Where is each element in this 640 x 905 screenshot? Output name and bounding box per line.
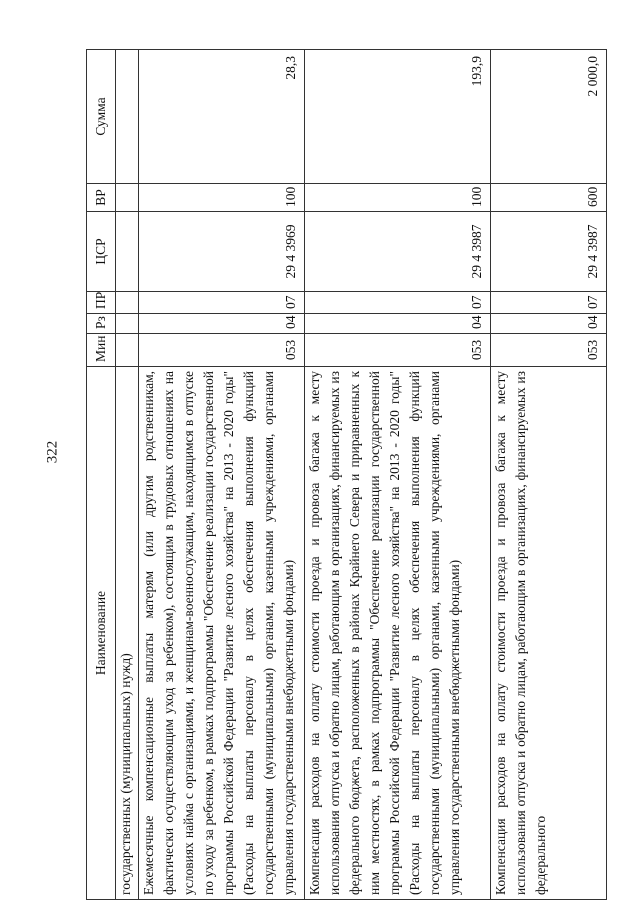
row-pr: 07	[139, 292, 305, 314]
row-pr: 07	[491, 292, 607, 314]
cell-vr	[116, 184, 139, 212]
row-min: 053	[139, 334, 305, 367]
row-name: Компенсация расходов на оплату стоимости проезда и провоза багажа к месту использования отпуска и обратно лицам, работающим в организациях, финансируемых из федерального бюджета, расположенных в районах Крайнего Севера и приравненных к ним местностях, в рамках подпрограммы "Обеспечение реализации государственной программы Российской Федерации "Развитие лесного хозяйства" на 2013 - 2020 годы" (Расходы на выплаты персоналу в целях обеспечения выполнения функций государственными (муниципальными) органами, казенными учреждениями, органами управления государственными внебюджетными фондами)	[305, 367, 491, 900]
cell-rz	[116, 314, 139, 334]
row-name: Компенсация расходов на оплату стоимости проезда и провоза багажа к месту использования отпуска и обратно лицам, работающим в организациях, финансируемых из федерального	[491, 367, 607, 900]
header-pr: ПР	[87, 292, 116, 314]
row-rz: 04	[139, 314, 305, 334]
header-rz: Рз	[87, 314, 116, 334]
table-row	[116, 50, 139, 900]
intro-text: государственных (муниципальных) нужд)	[116, 367, 139, 900]
row-name: Ежемесячные компенсационные выплаты матерям (или другим родственникам, фактически осуществляющим уход за ребенком), состоящим в трудовых отношениях на условиях найма с организациями, и женщинам-военнослужащим, находящимся в отпуске по уходу за ребенком, в рамках подпрограммы "Обеспечение реализации государственной программы Российской Федерации "Развитие лесного хозяйства" на 2013 - 2020 годы" (Расходы на выплаты персоналу в целях обеспечения выполнения функций государственными (муниципальными) органами, казенными учреждениями, органами управления государственными внебюджетными фондами)	[139, 367, 305, 900]
row-vr: 100	[139, 184, 305, 212]
header-min: Мин	[87, 334, 116, 367]
cell-pr	[116, 292, 139, 314]
budget-table	[86, 49, 607, 900]
row-vr: 100	[305, 184, 491, 212]
header-csr: ЦСР	[87, 212, 116, 292]
header-name: Наименование	[87, 367, 116, 900]
row-csr: 29 4 3969	[139, 212, 305, 292]
row-sum: 28,3	[139, 50, 305, 184]
row-vr: 600	[491, 184, 607, 212]
row-rz: 04	[305, 314, 491, 334]
table-row	[491, 50, 607, 900]
header-sum: Сумма	[87, 50, 116, 184]
row-min: 053	[305, 334, 491, 367]
cell-sum	[116, 50, 139, 184]
row-rz: 04	[491, 314, 607, 334]
row-pr: 07	[305, 292, 491, 314]
row-min: 053	[491, 334, 607, 367]
table-header-row	[87, 50, 116, 900]
table-row	[139, 50, 305, 900]
page-number: 322	[44, 440, 61, 464]
row-sum: 193,9	[305, 50, 491, 184]
table-row	[305, 50, 491, 900]
row-csr: 29 4 3987	[305, 212, 491, 292]
row-csr: 29 4 3987	[491, 212, 607, 292]
header-vr: ВР	[87, 184, 116, 212]
row-sum: 2 000,0	[491, 50, 607, 184]
cell-min	[116, 334, 139, 367]
cell-csr	[116, 212, 139, 292]
budget-table-sheet	[86, 50, 600, 900]
